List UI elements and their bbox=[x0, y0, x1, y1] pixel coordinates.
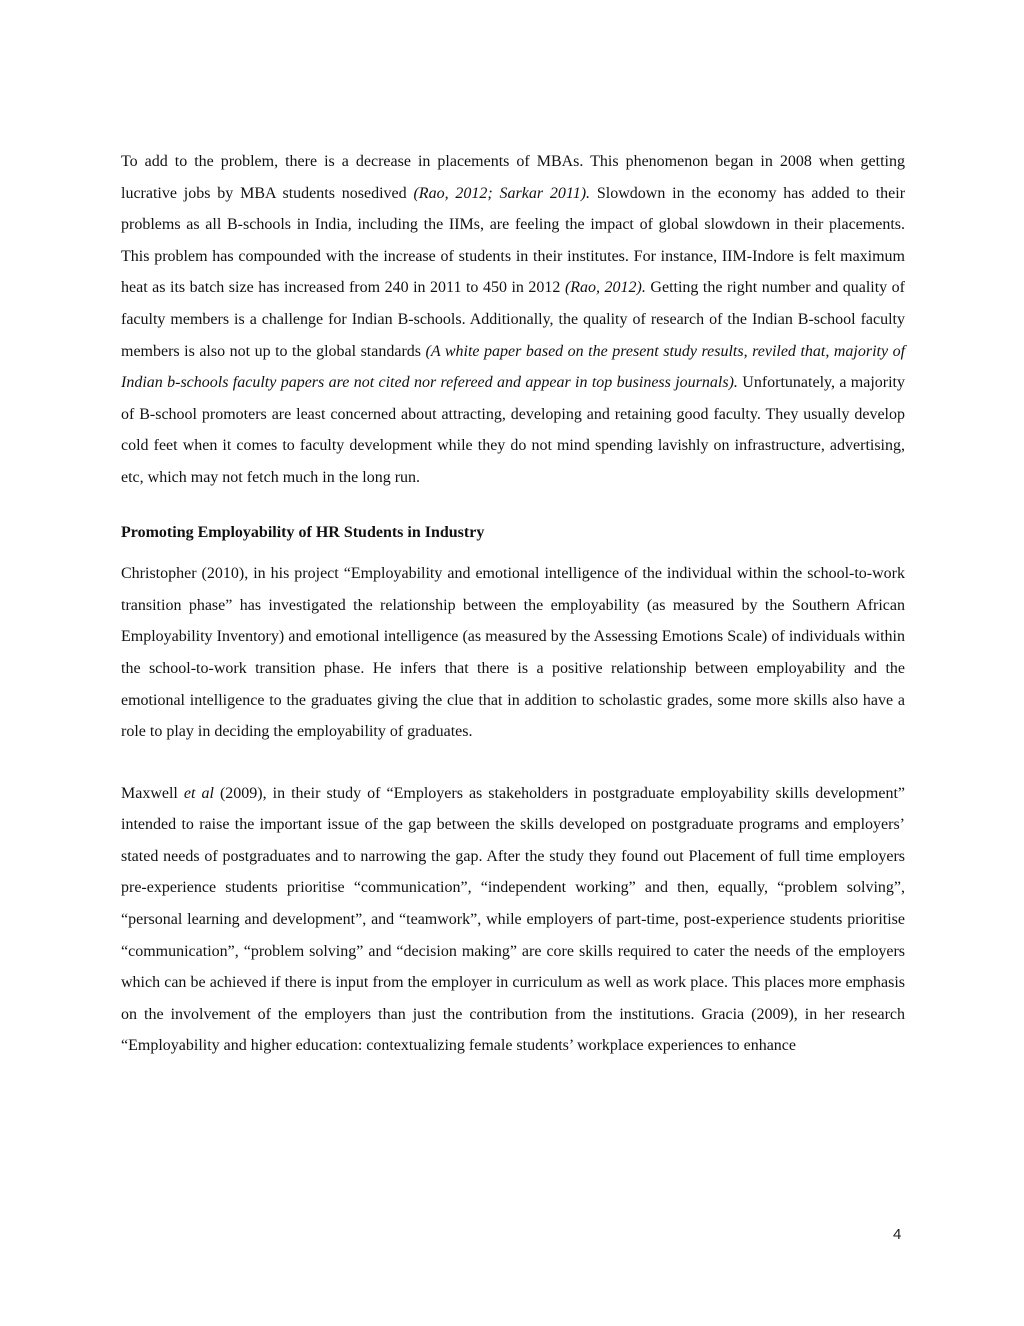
paragraph-text: To add to the problem, there is a decrease in placements of MBAs. This phenomenon began in 2008 when getting lucrative jobs by MBA students nosedived bbox=[121, 153, 905, 202]
document-page bbox=[121, 146, 905, 1062]
paragraph-text: Getting the right number and quality of faculty members is a challenge for Indian B-schools. Additionally, the quality of research of the Indian B-school faculty members is also not up to the global standards bbox=[121, 279, 905, 360]
paragraph-text: Slowdown in the economy has added to their problems as all B-schools in India, including the IIMs, are feeling the impact of global slowdown in their placements. This problem has compounded with the increase of students in their institutes. For instance, IIM-Indore is felt maximum heat as its batch size has increased from 240 in 2011 to 450 in 2012 bbox=[121, 184, 906, 297]
section-heading: Promoting Employability of HR Students in Industry bbox=[121, 523, 485, 541]
citation: (Rao, 2012). bbox=[564, 279, 646, 297]
spacer bbox=[121, 494, 905, 517]
maxwell-paragraph bbox=[121, 778, 905, 1062]
italic-term: et al bbox=[183, 784, 214, 802]
spacer bbox=[121, 548, 905, 558]
citation: (Rao, 2012; Sarkar 2011). bbox=[413, 184, 591, 202]
christopher-paragraph: Christopher (2010), in his project “Employability and emotional intelligence of the individual within the school-to-work transition phase” has investigated the relationship between the employability (as measured by the Southern African Employability Inventory) and emotional intelligence (as measured by the Assessing Emotions Scale) of individuals within the school-to-work transition phase. He infers that there is a positive relationship between employability and the emotional intelligence to the graduates giving the clue that in addition to scholastic grades, some more skills also have a role to play in deciding the employability of graduates. bbox=[121, 565, 905, 741]
paragraph-text: Unfortunately, a majority of B-school promoters are least concerned about attracting, developing and retaining good faculty. They usually develop cold feet when it comes to faculty development while they do not mind spending lavishly on infrastructure, advertising, etc, which may not fetch much in the long run. bbox=[121, 374, 905, 486]
spacer bbox=[121, 748, 905, 778]
paragraph-text: (2009), in their study of “Employers as stakeholders in postgraduate employability skills development” intended to raise the important issue of the gap between the skills developed on postgraduate programs and employers’ stated needs of postgraduates and to narrowing the gap. After the study they found out Placement of full time employers pre-experience students prioritise “communication”, “independent working” and then, equally, “problem solving”, “personal learning and development”, and “teamwork”, while employers of part-time, post-experience students prioritise “communication”, “problem solving” and “decision making” are core skills required to cater the needs of the employers which can be achieved if there is input from the employer in curriculum as well as work place. This places more emphasis on the involvement of the employers than just the contribution from the institutions. Gracia (2009), in her research “Employability and higher education: contextualizing female students’ workplace experiences to enhance bbox=[121, 784, 906, 1055]
page-number: 4 bbox=[893, 1226, 902, 1243]
paragraph-text: Maxwell bbox=[121, 784, 184, 802]
intro-paragraph bbox=[121, 146, 905, 494]
italic-remark: (A white paper based on the present study results, reviled that, majority of Indian b-schools faculty papers are not cited nor refereed and appear in top business journals). bbox=[121, 342, 906, 392]
